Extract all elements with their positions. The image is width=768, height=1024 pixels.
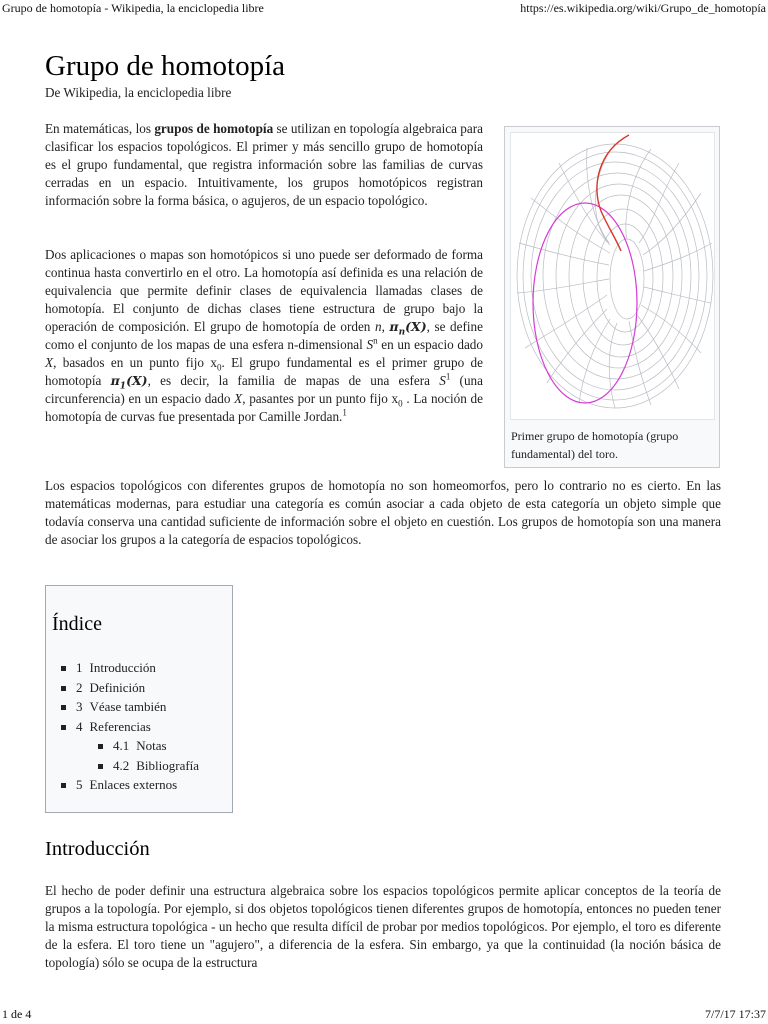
page-title: Grupo de homotopía	[45, 50, 286, 82]
introduccion-paragraph: El hecho de poder definir una estructura algebraica sobre los espacios topológicos permite aplicar conceptos de la teoría de grupos a la topología. Por ejemplo, si dos objetos topológicos tienen diferentes grupos de homotopía, entonces no pueden tener la misma estructura topológica - un hecho que resulta difícil de probar por medios topológicos. Por ejemplo, el toro es diferente de la esfera. El toro tiene un "agujero", a diferencia de la esfera. Sin embargo, ya que la continuidad (la noción básica de topología) sólo se ocupa de la estructura	[45, 883, 721, 970]
page-subtitle: De Wikipedia, la enciclopedia libre	[45, 85, 232, 100]
print-footer-page: 1 de 4	[2, 1007, 32, 1021]
toc-item-referencias[interactable]: 4 Referencias	[76, 717, 232, 737]
torus-icon	[511, 133, 714, 419]
print-header-title: Grupo de homotopía - Wikipedia, la enciclopedia libre	[2, 1, 264, 15]
figure-caption: Primer grupo de homotopía (grupo fundamental) del toro.	[511, 429, 679, 461]
term-grupos-de-homotopia: grupos de homotopía	[154, 121, 274, 136]
table-of-contents	[45, 585, 233, 813]
intro-paragraph-1: En matemáticas, los grupos de homotopía se utilizan en topología algebraica para clasificar los espacios topológicos. El primer y más sencillo grupo de homotopía es el grupo fundamental, que registra información sobre las familias de curvas cerradas en un espacio. Intuitivamente, los grupos homotópicos registran información sobre la forma básica, o agujeros, de un espacio topológico.	[45, 121, 483, 208]
torus-figure	[504, 126, 720, 468]
toc-title: Índice	[52, 613, 102, 635]
intro-paragraph-2: Dos aplicaciones o mapas son homotópicos si uno puede ser deformado de forma continua hasta convertirlo en el otro. La homotopía así definida es una relación de equivalencia que permite definir clases de equivalencia llamadas clases de homotopía. El conjunto de dichas clases tiene estructura de grupo bajo la operación de composición. El grupo de homotopía de orden n, $\pi_n(X)$, se define como el conjunto de los mapas de una esfera n-dimensional $S^n$ en un espacio dado X, basados en un punto fijo $x_0$. El grupo fundamental es el primer grupo de homotopía $\pi_1(X)$, es decir, la familia de mapas de una esfera $S^1$ (una circunferencia) en un espacio dado X, pasantes por un punto fijo $x_0$ . La noción de homotopía de curvas fue presentada por Camille Jordan.$^1$	[45, 247, 484, 424]
print-footer-datetime: 7/7/17 17:37	[704, 1007, 766, 1021]
formula-pi-1: $\pi_1(X)$	[110, 373, 148, 392]
toc-item-bibliografia[interactable]: 4.2 Bibliografía	[113, 756, 232, 776]
toc-item-introduccion[interactable]: 1 Introducción	[76, 658, 232, 678]
toc-item-enlaces-externos[interactable]: 5 Enlaces externos	[76, 775, 232, 795]
torus-image[interactable]	[510, 132, 715, 420]
section-heading-introduccion: Introducción	[45, 838, 150, 860]
reference-1[interactable]: 1	[342, 407, 347, 418]
intro-paragraph-3: Los espacios topológicos con diferentes grupos de homotopía no son homeomorfos, pero lo contrario no es cierto. En las matemáticas modernas, para estudiar una categoría es común asociar a cada objeto de esta categoría un objeto simple que todavía conserva una cantidad suficiente de información sobre el objeto en cuestión. Los grupos de homotopía son una manera de asociar los grupos a la categoría de espacios topológicos.	[45, 478, 721, 547]
toc-list	[76, 658, 232, 795]
formula-pi-n: $\pi_n(X)$	[389, 319, 427, 338]
toc-item-definicion[interactable]: 2 Definición	[76, 678, 232, 698]
toc-item-vease-tambien[interactable]: 3 Véase también	[76, 697, 232, 717]
toc-item-notas[interactable]: 4.1 Notas	[113, 736, 232, 756]
print-header-url[interactable]: https://es.wikipedia.org/wiki/Grupo_de_homotopía	[520, 1, 766, 15]
